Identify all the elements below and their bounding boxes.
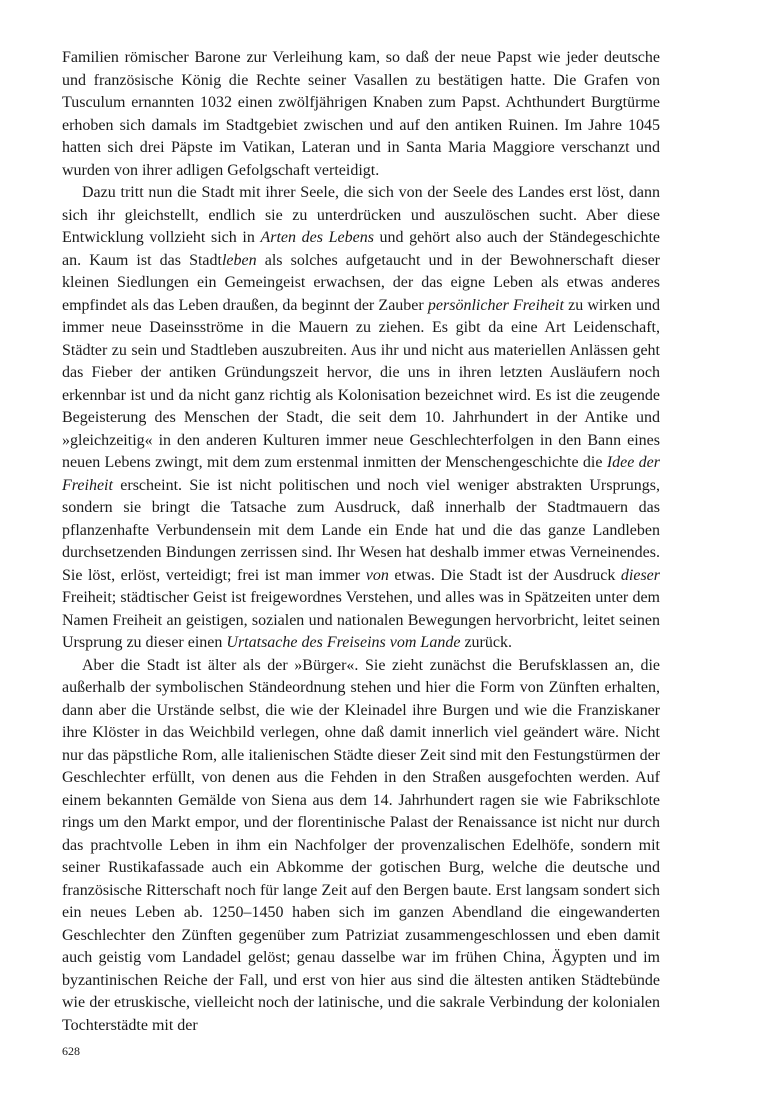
italic-text: persönlicher Freiheit [427, 296, 564, 314]
text-run: Freiheit; städtischer Geist ist freigewordnes Verstehen, und alles was in Spätzeiten unter dem Namen Freiheit an geistigen, sozialen und nationalen Bewegungen hervorbricht, leitet seinen Ursprung zu dieser einen [62, 589, 660, 651]
text-run: zurück. [460, 634, 512, 651]
italic-text: dieser [620, 566, 661, 584]
paragraph-1 [62, 47, 660, 182]
paragraph-3 [62, 655, 660, 1038]
text-run: und gehört also auch der Ständegeschichte an. Kaum ist das Stadt [62, 229, 661, 269]
text-run: Dazu tritt nun die Stadt mit ihrer Seele, die sich von der Seele des Landes erst löst, dann sich ihr gleichstellt, endlich sie zu unterdrücken und auszulöschen sucht. Aber diese Entwicklung vollzieht sich in [62, 184, 660, 246]
text-run: Aber die Stadt ist älter als der »Bürger«. Sie zieht zunächst die Berufsklassen an, die außerhalb der symbolischen Ständeordnung stehen und hier die Form von Zünften erhalten, dann aber die Urstände selbst, die wie der Kleinadel ihre Burgen und wie die Franziskaner ihre Klöster in das Weichbild verlegen, ohne daß damit innerlich viel geändert wäre. Nicht nur das päpstliche Rom, alle italienischen Städte dieser Zeit sind mit den Festungstürmen der Geschlechter erfüllt, von denen aus die Fehden in den Straßen ausgefochten werden. Auf einem bekannten Gemälde von Siena aus dem 14. Jahrhundert ragen sie wie Fabrikschlote rings um den Markt empor, und der florentinische Palast der Renaissance ist nicht nur durch das prachtvolle Leben in ihm ein Nachfolger der provenzalischen Edelhöfe, sondern mit seiner Rustikafassade auch ein Abkomme der gotischen Burg, welche die deutsche und französische Ritterschaft noch für lange Zeit auf den Bergen baute. Erst langsam sondert sich ein neues Leben ab. 1250–1450 haben sich im ganzen Abendland die eingewanderten Geschlechter den Zünften gegenüber zum Patriziat zusammengeschlossen und eben damit auch geistig vom Landadel gelöst; genau dasselbe war im frühen China, Ägypten und im byzantinischen Reiche der Fall, und erst von hier aus sind die ältesten antiken Städtebünde wie der etruskische, vielleicht noch der latinische, und die sakrale Verbindung der kolonialen Tochterstädte mit der [62, 656, 660, 1034]
text-run: zu wirken und immer neue Daseinsströme in die Mauern zu ziehen. Es gibt da eine Art Leidenschaft, Städter zu sein und Stadtleben auszubreiten. Aus ihr und nicht aus materiellen Anlässen geht das Fieber der antiken Gründungszeit hervor, die uns in ihren letzten Ausläufern noch erkennbar ist und da nicht ganz richtig als Kolonisation bezeichnet wird. Es ist die zeugende Begeisterung des Menschen der Stadt, die seit dem 10. Jahrhundert in der Antike und »gleichzeitig« in den anderen Kulturen immer neue Geschlechterfolgen in den Bann eines neuen Lebens zwingt, mit dem zum erstenmal inmitten der Menschengeschichte die [62, 296, 660, 471]
page-body [62, 47, 660, 1037]
page-number: 628 [62, 1044, 80, 1058]
paragraph-2 [62, 182, 660, 655]
italic-text: Idee der Freiheit [62, 454, 661, 494]
italic-text: von [365, 566, 389, 584]
text-run: Familien römischer Barone zur Verleihung kam, so daß der neue Papst wie jeder deutsche und französische König die Rechte seiner Vasallen zu bestätigen hatte. Die Grafen von Tusculum ernannten 1032 einen zwölfjährigen Knaben zum Papst. Achthundert Burgtürme erhoben sich damals im Stadtgebiet zwischen und auf den antiken Ruinen. Im Jahre 1045 hatten sich drei Päpste im Vatikan, Lateran und in Santa Maria Maggiore verschanzt und wurden von ihrer adligen Gefolgschaft verteidigt. [62, 49, 660, 179]
italic-text: leben [221, 251, 257, 269]
text-run: etwas. Die Stadt ist der Ausdruck [388, 566, 621, 584]
text-run: als solches aufgetaucht und in der Bewohnerschaft dieser kleinen Siedlungen ein Gemeingeist erwachsen, der das eigne Leben als etwas anderes empfindet als das Leben draußen, da beginnt der Zauber [62, 251, 660, 314]
italic-text: Arten des Lebens [260, 229, 374, 246]
text-run: erscheint. Sie ist nicht politischen und noch viel weniger abstrakten Ursprungs, sondern sie bringt die Tatsache zum Ausdruck, daß innerhalb der Stadtmauern das pflanzenhafte Verbundensein mit dem Lande ein Ende hat und die das ganze Landleben durchsetzenden Bindungen zerrissen sind. Ihr Wesen hat deshalb immer etwas Verneinendes. Sie löst, erlöst, verteidigt; frei ist man immer [62, 476, 660, 584]
italic-text: Urtatsache des Freiseins vom Lande [226, 634, 461, 651]
